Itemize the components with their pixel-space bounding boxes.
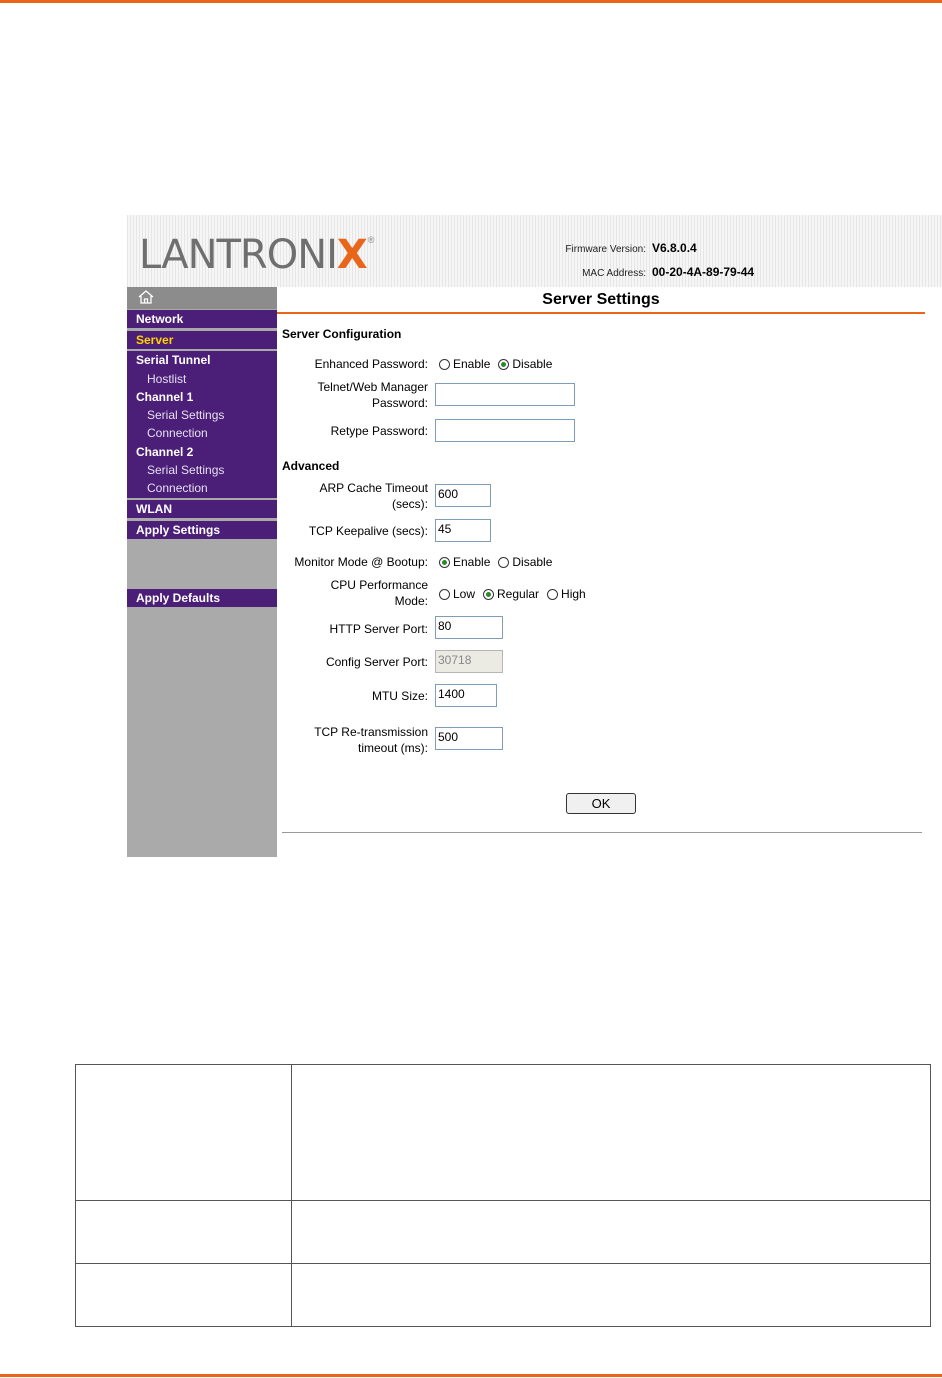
section-server-configuration: Server Configuration: [282, 327, 402, 341]
cpu-high-radio[interactable]: [547, 589, 558, 600]
telnet-web-password-label: Telnet/Web Manager Password:: [317, 380, 428, 410]
web-manager-frame: [127, 215, 942, 857]
telnet-web-password-input[interactable]: [435, 383, 575, 406]
monitor-mode-disable-radio[interactable]: [498, 557, 509, 568]
banner: [127, 215, 942, 287]
cpu-performance-radios: [439, 587, 594, 601]
mtu-size-label: MTU Size:: [371, 689, 428, 703]
http-server-port-input[interactable]: 80: [435, 616, 503, 639]
firmware-version: Firmware Version: V6.8.0.4: [565, 241, 697, 255]
high-label: High: [561, 587, 586, 601]
home-icon: [138, 290, 154, 304]
sidebar-item-wlan[interactable]: WLAN: [127, 500, 277, 518]
enable-label: Enable: [453, 357, 491, 371]
table-row-divider: [76, 1200, 930, 1201]
cpu-low-radio[interactable]: [439, 589, 450, 600]
enhanced-password-radios: [439, 357, 560, 371]
config-server-port-input: 30718: [435, 650, 503, 673]
disable-label: Disable: [512, 555, 553, 569]
sidebar-item-hostlist[interactable]: Hostlist: [127, 370, 277, 389]
ok-button[interactable]: OK: [566, 793, 636, 814]
regular-label: Regular: [497, 587, 540, 601]
lantronix-logo: LANTRONIX ®: [139, 232, 375, 278]
sidebar-item-apply-settings[interactable]: Apply Settings: [127, 521, 277, 539]
tcp-keepalive-input[interactable]: 45: [435, 519, 491, 542]
sidebar-item-channel-2[interactable]: Channel 2: [127, 443, 277, 462]
sidebar-item-ch1-serial-settings[interactable]: Serial Settings: [127, 406, 277, 425]
home-link[interactable]: [127, 287, 277, 309]
sidebar-item-ch1-connection[interactable]: Connection: [127, 424, 277, 443]
arp-cache-timeout-label: ARP Cache Timeout (secs):: [319, 481, 428, 511]
top-orange-rule: [0, 0, 942, 3]
disable-label: Disable: [512, 357, 553, 371]
sidebar-item-ch2-serial-settings[interactable]: Serial Settings: [127, 461, 277, 480]
sidebar-item-ch2-connection[interactable]: Connection: [127, 479, 277, 498]
enhanced-password-disable-radio[interactable]: [498, 359, 509, 370]
sidebar: [127, 287, 277, 857]
enhanced-password-enable-radio[interactable]: [439, 359, 450, 370]
monitor-mode-enable-radio[interactable]: [439, 557, 450, 568]
enhanced-password-label: Enhanced Password:: [314, 357, 428, 371]
settings-description-table: [75, 1064, 931, 1327]
logo-text: LANTRONIX: [139, 232, 367, 278]
sidebar-item-network[interactable]: Network: [127, 310, 277, 328]
config-server-port-label: Config Server Port:: [325, 655, 428, 669]
retype-password-label: Retype Password:: [330, 424, 428, 438]
title-divider: [277, 312, 925, 314]
monitor-mode-radios: [439, 555, 560, 569]
tcp-retransmission-input[interactable]: 500: [435, 727, 503, 750]
sidebar-item-serial-tunnel[interactable]: Serial Tunnel: [127, 351, 277, 370]
form-end-divider: [282, 832, 922, 833]
cpu-performance-label: CPU Performance Mode:: [330, 578, 428, 608]
page-title: Server Settings: [542, 291, 660, 308]
enable-label: Enable: [453, 555, 491, 569]
arp-cache-timeout-input[interactable]: 600: [435, 484, 491, 507]
sidebar-item-server[interactable]: Server: [127, 331, 277, 349]
bottom-orange-rule: [0, 1374, 942, 1377]
section-advanced: Advanced: [282, 459, 340, 473]
cpu-regular-radio[interactable]: [483, 589, 494, 600]
mac-address: MAC Address: 00-20-4A-89-79-44: [582, 265, 755, 279]
main-content: [277, 287, 942, 857]
tcp-retransmission-label: TCP Re-transmission timeout (ms):: [314, 725, 428, 755]
http-server-port-label: HTTP Server Port:: [329, 622, 428, 636]
tcp-keepalive-label: TCP Keepalive (secs):: [308, 524, 428, 538]
low-label: Low: [453, 587, 476, 601]
monitor-mode-label: Monitor Mode @ Bootup:: [294, 555, 428, 569]
sidebar-item-apply-defaults[interactable]: Apply Defaults: [127, 589, 277, 607]
table-row-divider: [76, 1263, 930, 1264]
table-column-divider: [291, 1065, 292, 1326]
sidebar-item-channel-1[interactable]: Channel 1: [127, 388, 277, 407]
mtu-size-input[interactable]: 1400: [435, 684, 497, 707]
retype-password-input[interactable]: [435, 419, 575, 442]
